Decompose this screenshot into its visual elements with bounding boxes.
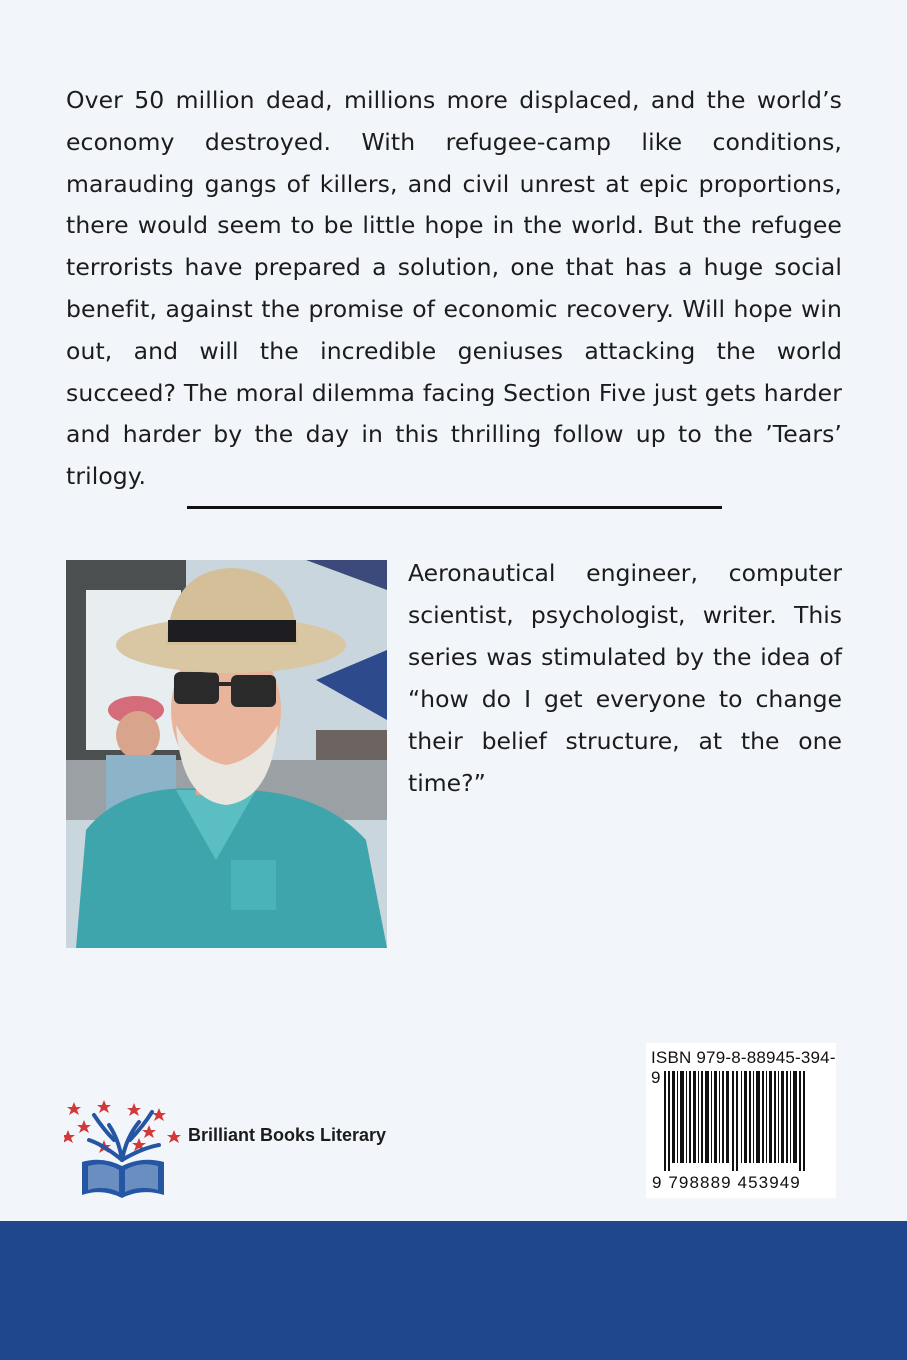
isbn-barcode — [646, 1043, 836, 1198]
author-bio: Aeronautical engineer, computer scientist, psychologist, writer. This series was stimulated by the idea of “how do I get everyone to change their belief structure, at the one time?” — [408, 559, 842, 797]
barcode-bars — [646, 1071, 836, 1171]
isbn-label: ISBN 979-8-88945-394-9 — [651, 1048, 836, 1087]
tree-book-logo-icon — [64, 1100, 188, 1205]
footer-band — [0, 1221, 907, 1360]
publisher-name: Brilliant Books Literary — [188, 1125, 387, 1145]
back-cover-blurb: Over 50 million dead, millions more displaced, and the world’s economy destroyed. With refugee-camp like conditions, marauding gangs of killers, and civil unrest at epic proportions, there would seem to be little hope in the world. But the refugee terrorists have prepared a solution, one that has a huge social benefit, against the promise of economic recovery. Will hope win out, and will the incredible geniuses attacking the world succeed? The moral dilemma facing Section Five just gets harder and harder by the day in this thrilling follow up to the ’Tears’ trilogy. — [66, 86, 842, 491]
author-photo — [66, 560, 387, 948]
divider-rule — [187, 506, 722, 509]
isbn-digits: 9 798889 453949 — [652, 1173, 801, 1192]
